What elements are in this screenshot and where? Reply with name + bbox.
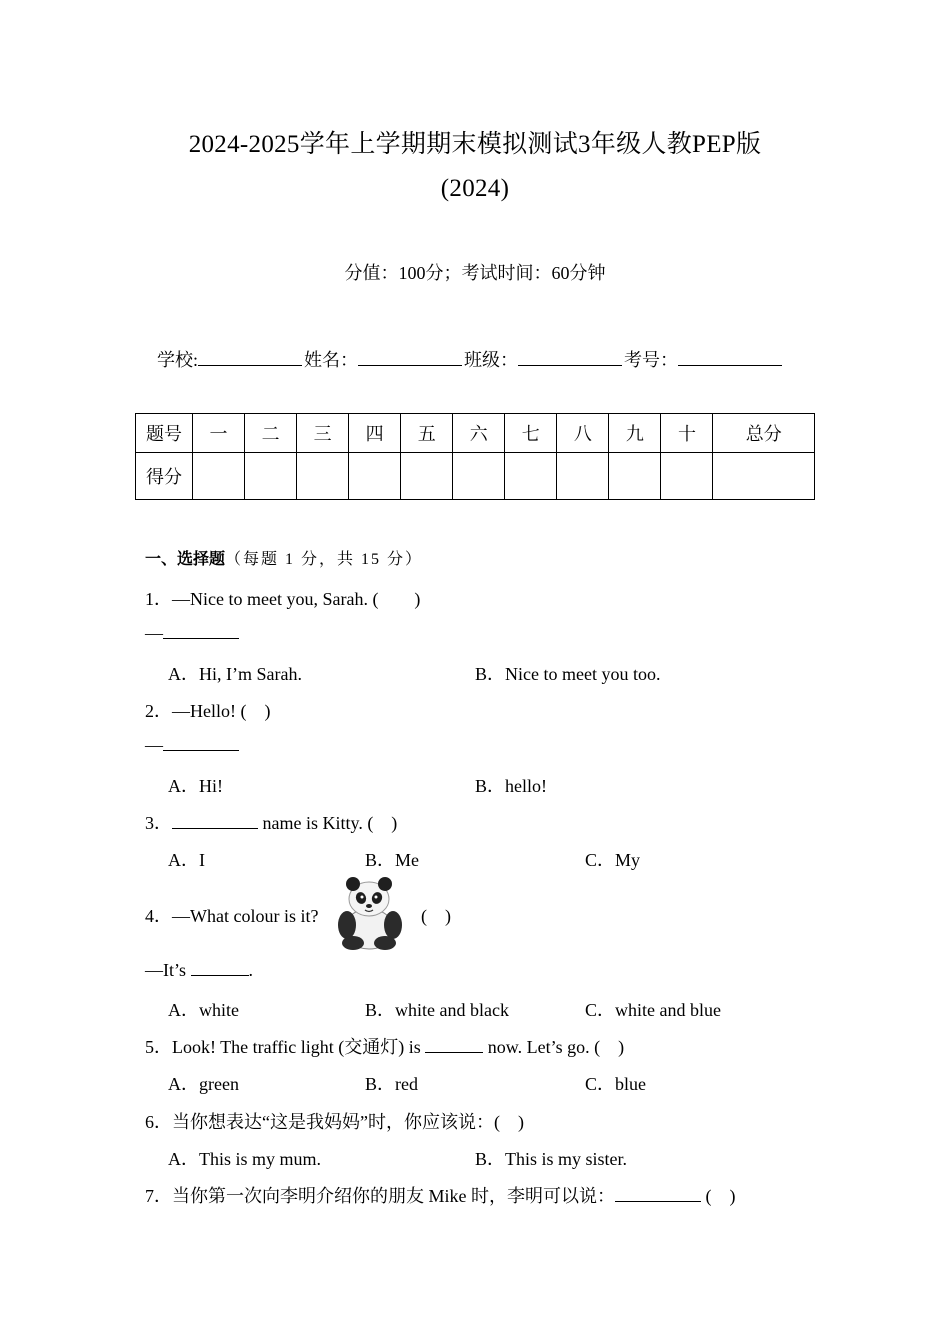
q7-stem-before: 7．当你第一次向李明介绍你的朋友 Mike 时，李明可以说： xyxy=(145,1186,615,1206)
q3-option-b[interactable]: B．Me xyxy=(365,850,419,870)
q4-stem: 4．—What colour is it? xyxy=(145,906,319,926)
score-cell[interactable] xyxy=(297,453,349,500)
score-label: 得分 xyxy=(136,453,193,500)
col-header: 一 xyxy=(193,414,245,453)
col-header: 四 xyxy=(349,414,401,453)
q3-stem xyxy=(145,809,397,835)
col-header: 六 xyxy=(453,414,505,453)
col-header: 三 xyxy=(297,414,349,453)
exam-no-label: 考号： xyxy=(624,350,679,370)
q6-stem: 6．当你想表达“这是我妈妈”时，你应该说：( ) xyxy=(145,1112,524,1132)
score-table-score-row xyxy=(136,453,815,500)
score-cell[interactable] xyxy=(661,453,713,500)
q1-stem: 1．—Nice to meet you, Sarah. ( ) xyxy=(145,589,421,609)
school-blank[interactable] xyxy=(198,347,302,366)
col-header: 十 xyxy=(661,414,713,453)
score-cell[interactable] xyxy=(505,453,557,500)
q3-option-a[interactable]: A．I xyxy=(168,850,205,870)
section-note: （每题 1 分，共 15 分） xyxy=(225,551,424,568)
score-table-header-row xyxy=(136,414,815,453)
section-heading xyxy=(145,546,423,569)
col-header: 九 xyxy=(609,414,661,453)
exam-title-line1: 2024-2025学年上学期期末模拟测试3年级人教PEP版 xyxy=(188,131,762,158)
score-cell[interactable] xyxy=(609,453,661,500)
exam-meta: 分值：100分；考试时间：60分钟 xyxy=(344,263,606,283)
question-number-label: 题号 xyxy=(136,414,193,453)
col-header: 八 xyxy=(557,414,609,453)
panda-image xyxy=(333,875,407,951)
section-title: 一、选择题 xyxy=(145,549,226,568)
q4-answer-blank[interactable] xyxy=(191,959,249,976)
q7-stem-after: ( ) xyxy=(701,1186,736,1206)
q2-reply xyxy=(145,734,239,756)
q5-stem-before: 5．Look! The traffic light (交通灯) is xyxy=(145,1037,426,1057)
class-blank[interactable] xyxy=(518,347,622,366)
q1-answer-blank[interactable] xyxy=(163,622,239,639)
q4-reply-text: —It’s xyxy=(145,960,191,980)
name-label: 姓名： xyxy=(304,350,359,370)
col-header: 二 xyxy=(245,414,297,453)
school-label: 学校: xyxy=(157,350,199,370)
col-header: 七 xyxy=(505,414,557,453)
score-cell-total[interactable] xyxy=(713,453,815,500)
q2-option-a[interactable]: A．Hi! xyxy=(168,776,223,796)
q1-reply-dash: — xyxy=(145,623,163,643)
q7-stem xyxy=(145,1182,736,1208)
exam-no-blank[interactable] xyxy=(678,347,782,366)
q7-answer-blank[interactable] xyxy=(615,1185,701,1202)
q4-paren: ( ) xyxy=(421,906,451,926)
q5-stem xyxy=(145,1033,624,1059)
exam-title-line2: (2024) xyxy=(440,175,510,202)
q3-number: 3． xyxy=(145,813,172,833)
col-header-total: 总分 xyxy=(713,414,815,453)
student-info-fields xyxy=(157,346,784,372)
col-header: 五 xyxy=(401,414,453,453)
q4-reply-end: . xyxy=(248,960,254,980)
score-cell[interactable] xyxy=(453,453,505,500)
score-table xyxy=(135,413,815,500)
score-cell[interactable] xyxy=(193,453,245,500)
q2-stem: 2．—Hello! ( ) xyxy=(145,701,271,721)
q1-reply xyxy=(145,622,239,644)
q5-option-c[interactable]: C．blue xyxy=(585,1074,646,1094)
q6-option-b[interactable]: B．This is my sister. xyxy=(475,1149,628,1169)
q4-option-a[interactable]: A．white xyxy=(168,1000,239,1020)
q2-option-b[interactable]: B．hello! xyxy=(475,776,547,796)
q1-option-b[interactable]: B．Nice to meet you too. xyxy=(475,664,661,684)
q5-option-a[interactable]: A．green xyxy=(168,1074,239,1094)
q5-option-b[interactable]: B．red xyxy=(365,1074,418,1094)
score-cell[interactable] xyxy=(401,453,453,500)
score-cell[interactable] xyxy=(349,453,401,500)
q2-answer-blank[interactable] xyxy=(163,734,239,751)
score-cell[interactable] xyxy=(245,453,297,500)
q1-option-a[interactable]: A．Hi, I’m Sarah. xyxy=(168,664,302,684)
class-label: 班级： xyxy=(464,350,519,370)
q6-option-a[interactable]: A．This is my mum. xyxy=(168,1149,322,1169)
q2-reply-dash: — xyxy=(145,735,163,755)
q5-answer-blank[interactable] xyxy=(425,1036,483,1053)
q3-stem-text: name is Kitty. ( ) xyxy=(258,813,398,833)
name-blank[interactable] xyxy=(358,347,462,366)
q3-option-c[interactable]: C．My xyxy=(585,850,641,870)
q4-option-c[interactable]: C．white and blue xyxy=(585,1000,721,1020)
q4-option-b[interactable]: B．white and black xyxy=(365,1000,509,1020)
score-cell[interactable] xyxy=(557,453,609,500)
q3-answer-blank[interactable] xyxy=(172,812,258,829)
q4-reply xyxy=(145,959,253,981)
q5-stem-after: now. Let’s go. ( ) xyxy=(483,1037,625,1057)
